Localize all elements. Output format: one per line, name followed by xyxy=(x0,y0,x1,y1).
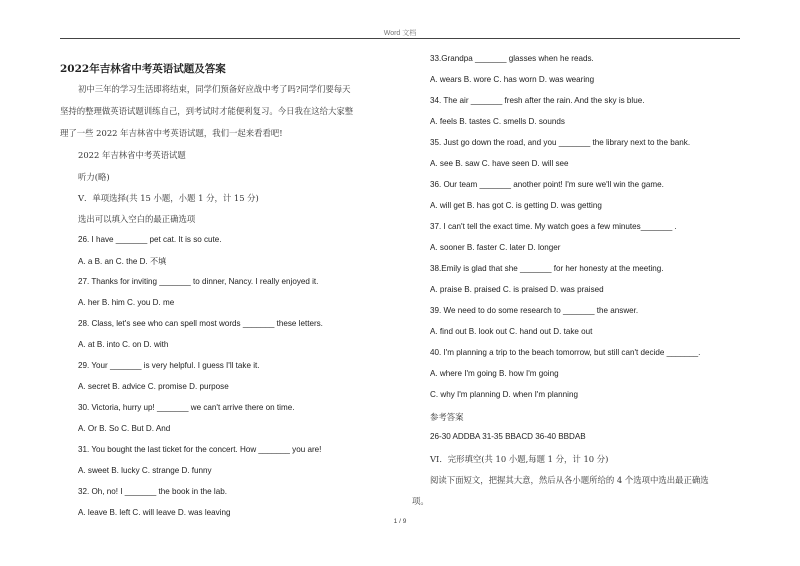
answer-heading: 参考答案 xyxy=(430,412,464,422)
options-31: A. sweet B. lucky C. strange D. funny xyxy=(78,466,212,475)
options-40-part-2: C. why I'm planning D. when I'm planning xyxy=(430,390,578,399)
question-31: 31. You bought the last ticket for the concert. How _______ you are! xyxy=(78,445,322,454)
question-32: 32. Oh, no! I _______ the book in the lab. xyxy=(78,487,227,496)
section-5-heading: V．单项选择(共 15 小题，小题 1 分，计 15 分) xyxy=(78,193,259,203)
question-27: 27. Thanks for inviting _______ to dinner, Nancy. I really enjoyed it. xyxy=(78,277,319,286)
question-29: 29. Your _______ is very helpful. I guess I'll take it. xyxy=(78,361,260,370)
intro-line-3: 理了一些 2022 年吉林省中考英语试题，我们一起来看看吧! xyxy=(60,128,283,138)
listening-note: 听力(略) xyxy=(78,172,110,182)
question-40: 40. I'm planning a trip to the beach tomorrow, but still can't decide _______. xyxy=(430,348,701,357)
intro-line-2: 坚持的整理做英语试题训练自己，到考试时才能便利复习。今日我在这给大家整 xyxy=(60,106,354,116)
intro-line-1: 初中三年的学习生活即将结束，同学们预备好应战中考了吗?同学们要每天 xyxy=(78,84,351,94)
header-divider xyxy=(60,38,740,39)
section-6-instruction: 阅读下面短文，把握其大意，然后从各小题所给的 4 个选项中选出最正确选 xyxy=(430,475,709,485)
question-26: 26. I have _______ pet cat. It is so cute. xyxy=(78,235,222,244)
section-6-instruction-end: 项。 xyxy=(412,496,429,506)
options-32: A. leave B. left C. will leave D. was leaving xyxy=(78,508,231,517)
page-number: 1 / 9 xyxy=(393,518,407,525)
answer-key: 26-30 ADDBA 31-35 BBACD 36-40 BBDAB xyxy=(430,432,586,441)
options-38: A. praise B. praised C. is praised D. was praised xyxy=(430,285,604,294)
options-35: A. see B. saw C. have seen D. will see xyxy=(430,159,569,168)
options-40-part-1: A. where I'm going B. how I'm going xyxy=(430,369,559,378)
question-36: 36. Our team _______ another point! I'm sure we'll win the game. xyxy=(430,180,664,189)
question-34: 34. The air _______ fresh after the rain. And the sky is blue. xyxy=(430,96,645,105)
options-34: A. feels B. tastes C. smells D. sounds xyxy=(430,117,565,126)
question-30: 30. Victoria, hurry up! _______ we can't arrive there on time. xyxy=(78,403,295,412)
document-header: Word 文档 xyxy=(383,30,417,37)
exam-subtitle: 2022 年吉林省中考英语试题 xyxy=(78,150,186,160)
section-6-heading: VI．完形填空(共 10 小题,每题 1 分，计 10 分) xyxy=(430,454,609,464)
options-37: A. sooner B. faster C. later D. longer xyxy=(430,243,561,252)
section-5-instruction: 选出可以填入空白的最正确选项 xyxy=(78,214,196,224)
options-30: A. Or B. So C. But D. And xyxy=(78,424,171,433)
question-38: 38.Emily is glad that she _______ for her honesty at the meeting. xyxy=(430,264,664,273)
options-39: A. find out B. look out C. hand out D. take out xyxy=(430,327,593,336)
options-28: A. at B. into C. on D. with xyxy=(78,340,169,349)
question-35: 35. Just go down the road, and you _______ the library next to the bank. xyxy=(430,138,691,147)
question-37: 37. I can't tell the exact time. My watch goes a few minutes_______ . xyxy=(430,222,677,231)
document-title: 2022年吉林省中考英语试题及答案 xyxy=(60,63,226,75)
question-33: 33.Grandpa _______ glasses when he reads. xyxy=(430,54,594,63)
options-36: A. will get B. has got C. is getting D. was getting xyxy=(430,201,602,210)
options-27: A. her B. him C. you D. me xyxy=(78,298,175,307)
options-33: A. wears B. wore C. has worn D. was wearing xyxy=(430,75,595,84)
options-26: A. a B. an C. the D. 不填 xyxy=(78,257,167,266)
question-39: 39. We need to do some research to _______ the answer. xyxy=(430,306,639,315)
options-29: A. secret B. advice C. promise D. purpose xyxy=(78,382,229,391)
question-28: 28. Class, let's see who can spell most words _______ these letters. xyxy=(78,319,323,328)
